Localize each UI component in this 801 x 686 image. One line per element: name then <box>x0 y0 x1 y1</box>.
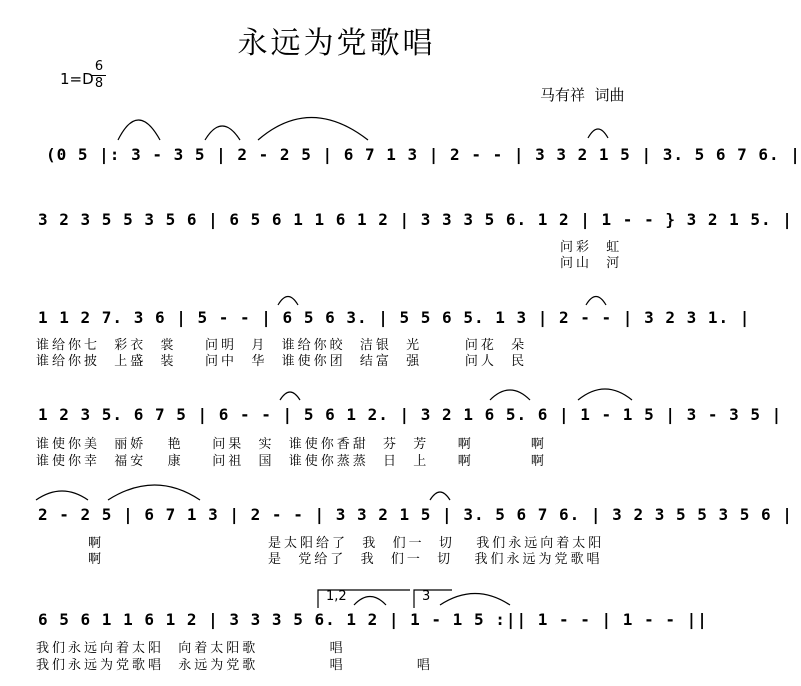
lyric-line-5b: 啊 是 党给了 我 们一 切 我们永远为党歌唱 <box>88 552 603 567</box>
lyric-line-4a: 谁使你美 丽娇 艳 问果 实 谁使你香甜 芬 芳 啊 啊 <box>36 437 547 452</box>
slur-mark <box>588 129 608 138</box>
lyric-line-3a: 谁给你七 彩衣 裳 问明 月 谁给你皎 洁银 光 问花 朵 <box>36 338 528 353</box>
slur-mark <box>36 491 88 500</box>
slur-mark <box>586 297 606 306</box>
time-signature-top: 6 <box>94 59 104 74</box>
notation-line-3: 1 1 2 7. 3 6 | 5 - - | 6 5 6 3. | 5 5 6 5. 1 3 | 2 - - | 3 2 3 1. | <box>38 308 751 327</box>
volta-label-first: 1,2 <box>326 589 347 604</box>
time-signature-bottom: 8 <box>94 76 104 91</box>
volta-label-second: 3 <box>422 589 431 604</box>
lyric-line-3b: 谁给你披 上盛 装 问中 华 谁使你团 结富 强 问人 民 <box>36 354 528 369</box>
volta-bracket-first <box>318 590 410 608</box>
slur-mark <box>108 485 200 500</box>
notation-line-5: 2 - 2 5 | 6 7 1 3 | 2 - - | 3 3 2 1 5 | 3. 5 6 7 6. | 3 2 3 5 5 3 5 6 | <box>38 505 793 524</box>
volta-bracket-second <box>414 590 452 608</box>
song-title: 永远为党歌唱 <box>237 26 436 61</box>
lyric-line-2b: 问山 河 <box>560 256 623 271</box>
notation-line-1: (0 5 |: 3 - 3 5 | 2 - 2 5 | 6 7 1 3 | 2 - - | 3 3 2 1 5 | 3. 5 6 7 6. | <box>46 145 801 164</box>
key-signature: 1=D <box>60 70 94 88</box>
slur-mark <box>205 126 240 140</box>
slur-mark <box>354 597 386 606</box>
notation-line-4: 1 2 3 5. 6 7 5 | 6 - - | 5 6 1 2. | 3 2 1 6 5. 6 | 1 - 1 5 | 3 - 3 5 | <box>38 405 783 424</box>
lyric-line-5a: 啊 是太阳给了 我 们一 切 我们永远向着太阳 <box>88 536 605 551</box>
notation-line-2: 3 2 3 5 5 3 5 6 | 6 5 6 1 1 6 1 2 | 3 3 3 5 6. 1 2 | 1 - - } 3 2 1 5. | <box>38 210 793 229</box>
slur-mark <box>280 392 300 400</box>
lyric-line-6a: 我们永远向着太阳 向着太阳歌 唱 <box>36 641 346 656</box>
author-credit: 马有祥 词曲 <box>540 86 625 104</box>
notation-line-6: 6 5 6 1 1 6 1 2 | 3 3 3 5 6. 1 2 | 1 - 1 5 :|| 1 - - | 1 - - || <box>38 610 708 629</box>
slur-mark <box>578 389 632 400</box>
slur-mark <box>440 594 510 606</box>
slur-mark <box>258 118 368 141</box>
lyric-line-2a: 问彩 虹 <box>560 240 623 255</box>
slur-mark <box>278 297 298 306</box>
slur-mark <box>490 390 530 400</box>
lyric-line-6b: 我们永远为党歌唱 永远为党歌 唱 唱 <box>36 658 433 673</box>
slur-mark <box>118 120 160 140</box>
slur-mark <box>430 492 450 500</box>
lyric-line-4b: 谁使你幸 福安 康 问祖 国 谁使你蒸蒸 日 上 啊 啊 <box>36 454 547 469</box>
